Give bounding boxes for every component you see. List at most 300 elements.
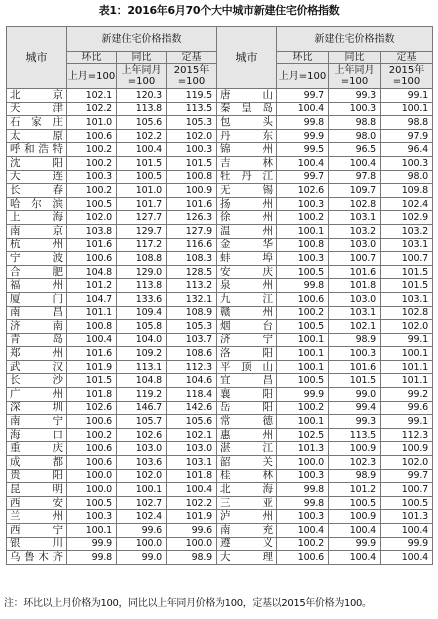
base-value-right: 100.1 (381, 347, 433, 361)
city-name-left: 深圳 (7, 401, 67, 415)
city-name-left: 沈阳 (7, 156, 67, 170)
base-value-left: 116.6 (167, 238, 217, 252)
yoy-value-right: 99.3 (329, 415, 381, 429)
yoy-value-right: 100.9 (329, 510, 381, 524)
yoy-value-left: 105.6 (117, 116, 167, 130)
base-value-left: 118.4 (167, 388, 217, 402)
city-name-right: 泸州 (217, 510, 277, 524)
base-header-right: 定基 (381, 52, 433, 64)
yoy-value-right: 101.5 (329, 374, 381, 388)
yoy-value-right: 100.9 (329, 442, 381, 456)
yoy-value-left: 102.0 (117, 469, 167, 483)
mom-value-left: 103.8 (67, 224, 117, 238)
table-row (7, 224, 433, 238)
base-value-left: 108.3 (167, 252, 217, 266)
mom-subheader-right: 上月=100 (277, 64, 329, 89)
base-value-left: 103.0 (167, 442, 217, 456)
mom-value-right: 100.3 (277, 197, 329, 211)
city-name-right: 秦皇岛 (217, 102, 277, 116)
mom-value-left: 100.1 (67, 524, 117, 538)
mom-value-left: 100.0 (67, 469, 117, 483)
mom-value-left: 100.2 (67, 428, 117, 442)
city-header-right: 城市 (217, 27, 277, 89)
base-value-right: 103.1 (381, 292, 433, 306)
mom-value-right: 100.0 (277, 456, 329, 470)
base-value-left: 119.5 (167, 89, 217, 103)
base-value-left: 100.8 (167, 170, 217, 184)
yoy-value-left: 103.6 (117, 456, 167, 470)
yoy-value-left: 105.7 (117, 415, 167, 429)
city-name-left: 广州 (7, 388, 67, 402)
city-name-right: 赣州 (217, 306, 277, 320)
yoy-value-left: 102.4 (117, 510, 167, 524)
city-name-left: 北京 (7, 89, 67, 103)
city-name-right: 韶关 (217, 456, 277, 470)
mom-value-left: 102.0 (67, 211, 117, 225)
table-row (7, 510, 433, 524)
yoy-value-left: 103.0 (117, 442, 167, 456)
city-name-left: 西宁 (7, 524, 67, 538)
table-row (7, 388, 433, 402)
base-header-left: 定基 (167, 52, 217, 64)
base-value-right: 97.9 (381, 129, 433, 143)
mom-value-left: 100.2 (67, 156, 117, 170)
mom-value-left: 101.1 (67, 306, 117, 320)
yoy-value-left: 100.5 (117, 170, 167, 184)
base-value-right: 102.0 (381, 456, 433, 470)
table-row (7, 347, 433, 361)
city-name-left: 青岛 (7, 333, 67, 347)
base-value-left: 101.5 (167, 156, 217, 170)
base-value-left: 100.3 (167, 143, 217, 157)
base-value-right: 100.4 (381, 524, 433, 538)
yoy-value-right: 101.8 (329, 279, 381, 293)
base-value-right: 100.7 (381, 483, 433, 497)
base-value-left: 102.2 (167, 496, 217, 510)
yoy-value-left: 109.4 (117, 306, 167, 320)
mom-value-right: 100.2 (277, 211, 329, 225)
yoy-value-left: 101.5 (117, 156, 167, 170)
base-value-left: 100.0 (167, 537, 217, 551)
base-value-right: 100.9 (381, 442, 433, 456)
base-value-left: 108.6 (167, 347, 217, 361)
city-name-right: 吉林 (217, 156, 277, 170)
yoy-value-right: 102.1 (329, 320, 381, 334)
yoy-value-left: 102.6 (117, 428, 167, 442)
base-value-right: 101.5 (381, 279, 433, 293)
base-value-left: 127.9 (167, 224, 217, 238)
base-value-right: 99.2 (381, 388, 433, 402)
base-value-right: 101.5 (381, 265, 433, 279)
base-value-left: 105.3 (167, 116, 217, 130)
table-row (7, 374, 433, 388)
table-row (7, 252, 433, 266)
mom-value-right: 100.5 (277, 320, 329, 334)
base-value-right: 99.1 (381, 415, 433, 429)
table-row (7, 197, 433, 211)
yoy-value-right: 96.5 (329, 143, 381, 157)
yoy-value-left: 100.1 (117, 483, 167, 497)
yoy-value-left: 117.2 (117, 238, 167, 252)
mom-value-right: 100.4 (277, 524, 329, 538)
base-value-left: 128.5 (167, 265, 217, 279)
base-value-left: 132.1 (167, 292, 217, 306)
mom-value-left: 100.5 (67, 496, 117, 510)
yoy-value-right: 103.2 (329, 224, 381, 238)
table-row (7, 89, 433, 103)
yoy-value-right: 101.6 (329, 265, 381, 279)
table-row (7, 238, 433, 252)
city-name-left: 宁波 (7, 252, 67, 266)
city-name-right: 北海 (217, 483, 277, 497)
base-value-right: 99.7 (381, 469, 433, 483)
yoy-value-right: 100.5 (329, 496, 381, 510)
base-value-right: 98.8 (381, 116, 433, 130)
mom-value-right: 102.6 (277, 184, 329, 198)
mom-value-left: 101.6 (67, 347, 117, 361)
base-value-right: 100.1 (381, 102, 433, 116)
mom-value-right: 100.3 (277, 510, 329, 524)
mom-value-right: 99.7 (277, 170, 329, 184)
city-name-left: 兰州 (7, 510, 67, 524)
yoy-value-right: 98.9 (329, 469, 381, 483)
mom-value-left: 100.5 (67, 197, 117, 211)
mom-value-left: 100.6 (67, 129, 117, 143)
yoy-value-right: 101.2 (329, 483, 381, 497)
city-name-right: 湛江 (217, 442, 277, 456)
index-group-header-right: 新建住宅价格指数 (277, 27, 433, 52)
city-name-left: 合肥 (7, 265, 67, 279)
mom-value-right: 99.9 (277, 388, 329, 402)
city-name-left: 郑州 (7, 347, 67, 361)
city-name-left: 乌鲁木齐 (7, 551, 67, 565)
table-row (7, 292, 433, 306)
table-row (7, 551, 433, 565)
base-value-left: 113.2 (167, 279, 217, 293)
city-header-left: 城市 (7, 27, 67, 89)
city-name-right: 南充 (217, 524, 277, 538)
mom-value-left: 104.7 (67, 292, 117, 306)
mom-value-right: 99.5 (277, 143, 329, 157)
city-name-right: 宜昌 (217, 374, 277, 388)
base-value-right: 103.2 (381, 224, 433, 238)
city-name-left: 海口 (7, 428, 67, 442)
mom-value-left: 100.6 (67, 252, 117, 266)
city-name-left: 济南 (7, 320, 67, 334)
mom-value-left: 100.8 (67, 320, 117, 334)
mom-value-left: 101.6 (67, 238, 117, 252)
base-value-right: 101.3 (381, 510, 433, 524)
base-value-right: 99.1 (381, 89, 433, 103)
mom-value-right: 100.1 (277, 360, 329, 374)
city-name-left: 厦门 (7, 292, 67, 306)
city-name-right: 金华 (217, 238, 277, 252)
yoy-value-left: 102.2 (117, 129, 167, 143)
base-value-right: 100.7 (381, 252, 433, 266)
city-name-right: 丹东 (217, 129, 277, 143)
yoy-value-right: 97.8 (329, 170, 381, 184)
yoy-value-right: 100.4 (329, 524, 381, 538)
table-row (7, 524, 433, 538)
table-row (7, 129, 433, 143)
table-footnote: 注：环比以上月价格为100，同比以上年同月价格为100，定基以2015年价格为100。 (4, 598, 372, 609)
mom-value-left: 100.2 (67, 184, 117, 198)
city-name-right: 九江 (217, 292, 277, 306)
yoy-header-right: 同比 (329, 52, 381, 64)
mom-value-right: 101.3 (277, 442, 329, 456)
yoy-value-left: 113.8 (117, 279, 167, 293)
yoy-value-left: 100.0 (117, 537, 167, 551)
city-name-right: 大理 (217, 551, 277, 565)
mom-value-right: 99.9 (277, 129, 329, 143)
mom-value-right: 100.1 (277, 224, 329, 238)
table-body (7, 89, 433, 565)
city-name-right: 包头 (217, 116, 277, 130)
table-row (7, 143, 433, 157)
base-value-right: 103.1 (381, 238, 433, 252)
mom-value-left: 100.3 (67, 510, 117, 524)
base-value-left: 100.9 (167, 184, 217, 198)
yoy-value-left: 109.2 (117, 347, 167, 361)
mom-value-right: 100.8 (277, 238, 329, 252)
city-name-right: 桂林 (217, 469, 277, 483)
mom-value-left: 102.6 (67, 401, 117, 415)
yoy-value-left: 105.8 (117, 320, 167, 334)
city-name-right: 无锡 (217, 184, 277, 198)
mom-value-left: 100.6 (67, 442, 117, 456)
base-value-left: 102.1 (167, 428, 217, 442)
city-name-right: 岳阳 (217, 401, 277, 415)
mom-value-left: 100.6 (67, 456, 117, 470)
mom-value-left: 101.2 (67, 279, 117, 293)
yoy-value-right: 98.8 (329, 116, 381, 130)
mom-value-right: 100.4 (277, 102, 329, 116)
city-name-left: 武汉 (7, 360, 67, 374)
yoy-value-right: 99.3 (329, 89, 381, 103)
base-value-left: 142.6 (167, 401, 217, 415)
yoy-value-right: 103.0 (329, 238, 381, 252)
table-row (7, 333, 433, 347)
mom-value-left: 104.8 (67, 265, 117, 279)
yoy-value-right: 100.7 (329, 252, 381, 266)
yoy-value-left: 108.8 (117, 252, 167, 266)
base-value-right: 102.0 (381, 320, 433, 334)
base-value-left: 100.4 (167, 483, 217, 497)
base-value-right: 99.9 (381, 537, 433, 551)
mom-value-left: 101.9 (67, 360, 117, 374)
yoy-value-right: 100.4 (329, 551, 381, 565)
base-value-left: 101.8 (167, 469, 217, 483)
city-name-right: 安庆 (217, 265, 277, 279)
mom-value-right: 99.8 (277, 116, 329, 130)
yoy-value-left: 99.0 (117, 551, 167, 565)
yoy-value-right: 103.1 (329, 211, 381, 225)
mom-value-right: 100.3 (277, 469, 329, 483)
base-value-right: 109.8 (381, 184, 433, 198)
mom-value-left: 102.1 (67, 89, 117, 103)
base-subheader-left: 2015年=100 (167, 64, 217, 89)
city-name-left: 南宁 (7, 415, 67, 429)
city-name-right: 徐州 (217, 211, 277, 225)
base-value-left: 112.3 (167, 360, 217, 374)
base-value-left: 103.7 (167, 333, 217, 347)
city-name-right: 温州 (217, 224, 277, 238)
city-name-right: 扬州 (217, 197, 277, 211)
table-row (7, 469, 433, 483)
yoy-value-right: 101.6 (329, 360, 381, 374)
city-name-left: 福州 (7, 279, 67, 293)
yoy-value-left: 113.8 (117, 102, 167, 116)
mom-value-right: 100.2 (277, 537, 329, 551)
mom-value-right: 100.2 (277, 401, 329, 415)
mom-value-left: 100.2 (67, 143, 117, 157)
yoy-value-left: 102.7 (117, 496, 167, 510)
mom-value-left: 100.0 (67, 483, 117, 497)
base-value-left: 108.9 (167, 306, 217, 320)
base-value-left: 113.5 (167, 102, 217, 116)
base-value-right: 96.4 (381, 143, 433, 157)
base-value-right: 98.0 (381, 170, 433, 184)
base-value-right: 99.1 (381, 333, 433, 347)
base-value-left: 101.6 (167, 197, 217, 211)
table-row (7, 265, 433, 279)
yoy-value-left: 101.7 (117, 197, 167, 211)
yoy-value-right: 100.4 (329, 156, 381, 170)
table-row (7, 320, 433, 334)
mom-value-left: 100.3 (67, 170, 117, 184)
mom-header-left: 环比 (67, 52, 117, 64)
table-row (7, 496, 433, 510)
city-name-right: 唐山 (217, 89, 277, 103)
city-name-left: 南京 (7, 224, 67, 238)
yoy-value-right: 102.3 (329, 456, 381, 470)
mom-subheader-left: 上月=100 (67, 64, 117, 89)
mom-value-right: 99.8 (277, 279, 329, 293)
mom-value-right: 100.1 (277, 333, 329, 347)
table-row (7, 483, 433, 497)
mom-value-left: 101.5 (67, 374, 117, 388)
table-row (7, 537, 433, 551)
city-name-left: 长沙 (7, 374, 67, 388)
city-name-right: 泉州 (217, 279, 277, 293)
city-name-right: 洛阳 (217, 347, 277, 361)
yoy-value-left: 146.7 (117, 401, 167, 415)
yoy-value-right: 99.0 (329, 388, 381, 402)
base-value-right: 101.1 (381, 360, 433, 374)
table-row (7, 170, 433, 184)
base-value-right: 100.5 (381, 496, 433, 510)
yoy-value-right: 100.3 (329, 102, 381, 116)
yoy-value-left: 113.1 (117, 360, 167, 374)
city-name-right: 牡丹江 (217, 170, 277, 184)
yoy-value-right: 99.9 (329, 537, 381, 551)
index-group-header-left: 新建住宅价格指数 (67, 27, 217, 52)
table-row (7, 415, 433, 429)
mom-value-right: 100.5 (277, 265, 329, 279)
table-row (7, 428, 433, 442)
city-name-right: 烟台 (217, 320, 277, 334)
mom-value-right: 100.6 (277, 292, 329, 306)
yoy-header-left: 同比 (117, 52, 167, 64)
city-name-left: 西安 (7, 496, 67, 510)
yoy-value-right: 103.1 (329, 306, 381, 320)
mom-value-left: 101.0 (67, 116, 117, 130)
base-value-left: 105.3 (167, 320, 217, 334)
mom-value-left: 100.6 (67, 415, 117, 429)
mom-value-right: 100.5 (277, 374, 329, 388)
city-name-left: 哈尔滨 (7, 197, 67, 211)
city-name-left: 长春 (7, 184, 67, 198)
city-name-left: 呼和浩特 (7, 143, 67, 157)
yoy-value-left: 133.6 (117, 292, 167, 306)
city-name-right: 蚌埠 (217, 252, 277, 266)
table-row (7, 102, 433, 116)
mom-value-right: 100.6 (277, 551, 329, 565)
city-name-left: 南昌 (7, 306, 67, 320)
yoy-value-left: 99.6 (117, 524, 167, 538)
table-row (7, 401, 433, 415)
base-value-right: 100.4 (381, 551, 433, 565)
table-row (7, 211, 433, 225)
city-name-right: 襄阳 (217, 388, 277, 402)
base-value-right: 102.4 (381, 197, 433, 211)
yoy-value-left: 129.7 (117, 224, 167, 238)
mom-value-right: 99.7 (277, 89, 329, 103)
table-row (7, 156, 433, 170)
base-value-left: 103.1 (167, 456, 217, 470)
city-name-left: 太原 (7, 129, 67, 143)
base-value-left: 102.0 (167, 129, 217, 143)
city-name-right: 遵义 (217, 537, 277, 551)
table-row (7, 184, 433, 198)
price-index-table (6, 26, 433, 565)
yoy-value-left: 129.0 (117, 265, 167, 279)
mom-value-right: 100.2 (277, 306, 329, 320)
mom-value-right: 100.3 (277, 252, 329, 266)
mom-value-right: 102.5 (277, 428, 329, 442)
mom-value-left: 99.9 (67, 537, 117, 551)
yoy-value-right: 99.4 (329, 401, 381, 415)
base-value-right: 101.1 (381, 374, 433, 388)
yoy-value-right: 98.9 (329, 333, 381, 347)
base-value-right: 102.9 (381, 211, 433, 225)
base-value-left: 101.9 (167, 510, 217, 524)
table-row (7, 442, 433, 456)
yoy-value-left: 127.7 (117, 211, 167, 225)
city-name-left: 成都 (7, 456, 67, 470)
city-name-left: 重庆 (7, 442, 67, 456)
yoy-subheader-right: 上年同月=100 (329, 64, 381, 89)
base-value-right: 102.8 (381, 306, 433, 320)
yoy-value-left: 120.3 (117, 89, 167, 103)
city-name-left: 贵阳 (7, 469, 67, 483)
yoy-subheader-left: 上年同月=100 (117, 64, 167, 89)
yoy-value-left: 119.2 (117, 388, 167, 402)
table-row (7, 116, 433, 130)
base-value-left: 105.6 (167, 415, 217, 429)
base-value-left: 99.6 (167, 524, 217, 538)
yoy-value-left: 100.4 (117, 143, 167, 157)
city-name-right: 锦州 (217, 143, 277, 157)
base-value-right: 112.3 (381, 428, 433, 442)
mom-value-right: 100.4 (277, 156, 329, 170)
base-value-left: 98.9 (167, 551, 217, 565)
base-value-left: 126.3 (167, 211, 217, 225)
mom-value-left: 100.4 (67, 333, 117, 347)
mom-value-right: 100.1 (277, 415, 329, 429)
base-subheader-right: 2015年=100 (381, 64, 433, 89)
table-row (7, 360, 433, 374)
